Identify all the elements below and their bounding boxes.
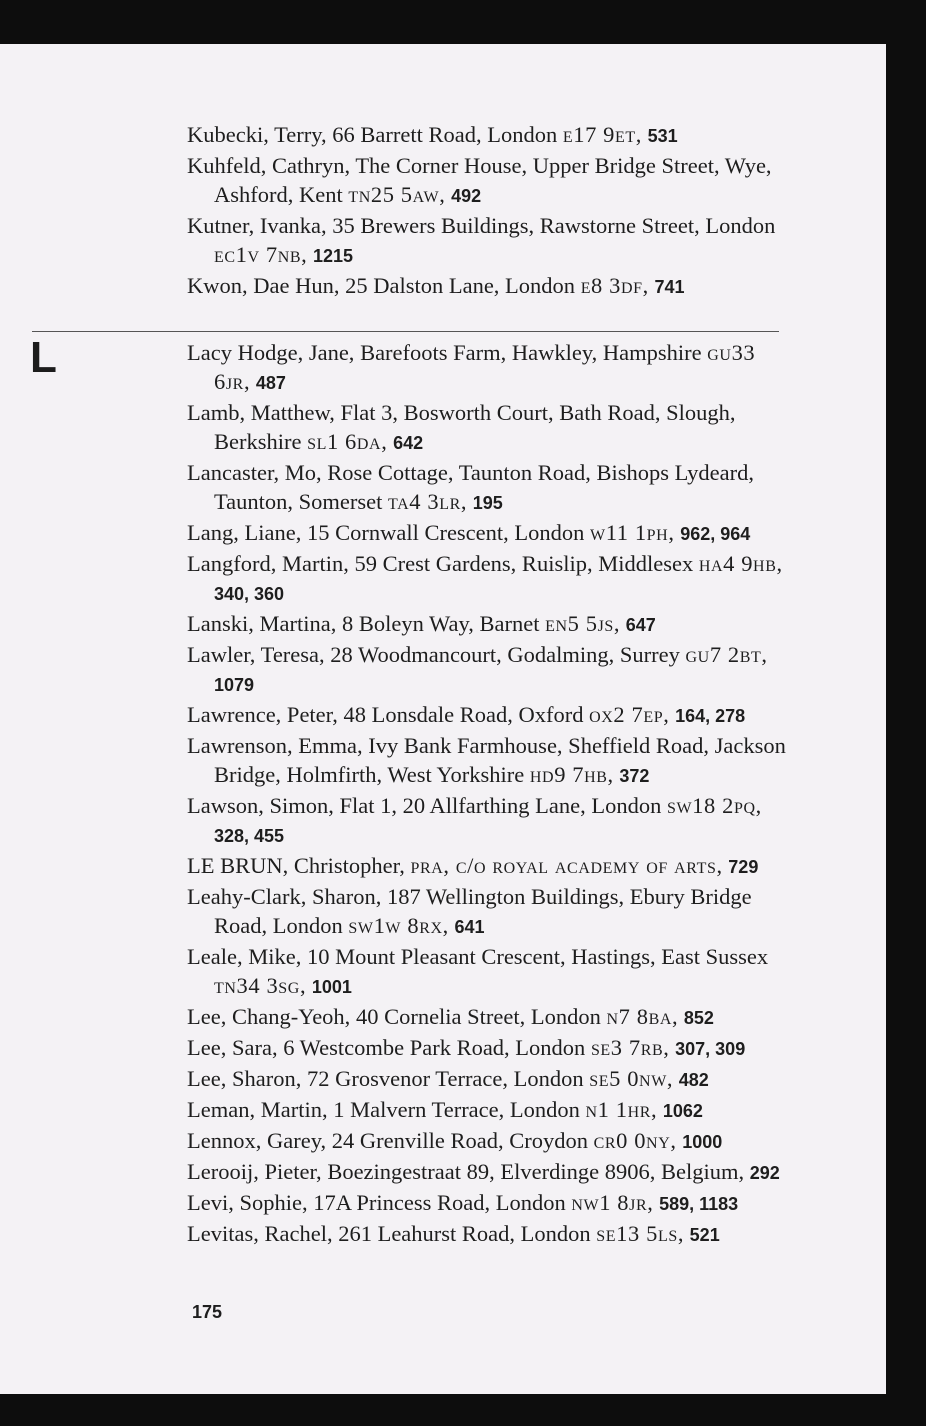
index-entry: Leahy-Clark, Sharon, 187 Wellington Buildings, Ebury Bridge Road, London sw1w 8rx, 641	[187, 884, 752, 938]
index-entry: Lee, Sara, 6 Westcombe Park Road, London se3 7rb, 307, 309	[187, 1035, 746, 1060]
index-page	[0, 44, 886, 1394]
index-entry: Kwon, Dae Hun, 25 Dalston Lane, London e8 3df, 741	[187, 273, 685, 298]
index-entry: Lang, Liane, 15 Cornwall Crescent, London w11 1ph, 962, 964	[187, 520, 751, 545]
index-entry: Kutner, Ivanka, 35 Brewers Buildings, Rawstorne Street, London ec1v 7nb, 1215	[187, 213, 776, 267]
index-entry: Lanski, Martina, 8 Boleyn Way, Barnet en5 5js, 647	[187, 611, 656, 636]
index-entry: Kubecki, Terry, 66 Barrett Road, London e17 9et, 531	[187, 122, 678, 147]
index-entry: Lerooij, Pieter, Boezingestraat 89, Elverdinge 8906, Belgium, 292	[187, 1159, 780, 1184]
index-entry: Lee, Sharon, 72 Grosvenor Terrace, London se5 0nw, 482	[187, 1066, 709, 1091]
section-letter: L	[30, 333, 57, 382]
index-entry: Kuhfeld, Cathryn, The Corner House, Upper Bridge Street, Wye, Ashford, Kent tn25 5aw, 492	[187, 153, 772, 207]
index-entry: Levitas, Rachel, 261 Leahurst Road, London se13 5ls, 521	[187, 1221, 720, 1246]
index-entry: Lawrence, Peter, 48 Lonsdale Road, Oxford ox2 7ep, 164, 278	[187, 702, 746, 727]
index-entry: Leale, Mike, 10 Mount Pleasant Crescent, Hastings, East Sussex tn34 3sg, 1001	[187, 944, 769, 998]
entries-before-block	[187, 120, 787, 302]
index-entry: Leman, Martin, 1 Malvern Terrace, London n1 1hr, 1062	[187, 1097, 703, 1122]
index-entry: Langford, Martin, 59 Crest Gardens, Ruislip, Middlesex ha4 9hb, 340, 360	[187, 551, 783, 604]
index-entry: Lawler, Teresa, 28 Woodmancourt, Godalming, Surrey gu7 2bt, 1079	[187, 642, 768, 695]
index-entry: LE BRUN, Christopher, pra, c/o royal academy of arts, 729	[187, 853, 759, 878]
index-entry: Lee, Chang-Yeoh, 40 Cornelia Street, London n7 8ba, 852	[187, 1004, 714, 1029]
index-entry: Lennox, Garey, 24 Grenville Road, Croydon cr0 0ny, 1000	[187, 1128, 723, 1153]
index-entry: Lacy Hodge, Jane, Barefoots Farm, Hawkley, Hampshire gu33 6jr, 487	[187, 340, 756, 394]
index-entry: Lawson, Simon, Flat 1, 20 Allfarthing Lane, London sw18 2pq, 328, 455	[187, 793, 762, 846]
index-entry: Levi, Sophie, 17A Princess Road, London nw1 8jr, 589, 1183	[187, 1190, 739, 1215]
index-entry: Lamb, Matthew, Flat 3, Bosworth Court, Bath Road, Slough, Berkshire sl1 6da, 642	[187, 400, 736, 454]
section-divider	[32, 331, 779, 332]
page-number: 175	[192, 1302, 223, 1322]
entries-l-block	[187, 338, 787, 1250]
index-entry: Lancaster, Mo, Rose Cottage, Taunton Road, Bishops Lydeard, Taunton, Somerset ta4 3lr, 195	[187, 460, 755, 514]
index-entry: Lawrenson, Emma, Ivy Bank Farmhouse, Sheffield Road, Jackson Bridge, Holmfirth, West Yorkshire hd9 7hb, 372	[187, 733, 786, 787]
